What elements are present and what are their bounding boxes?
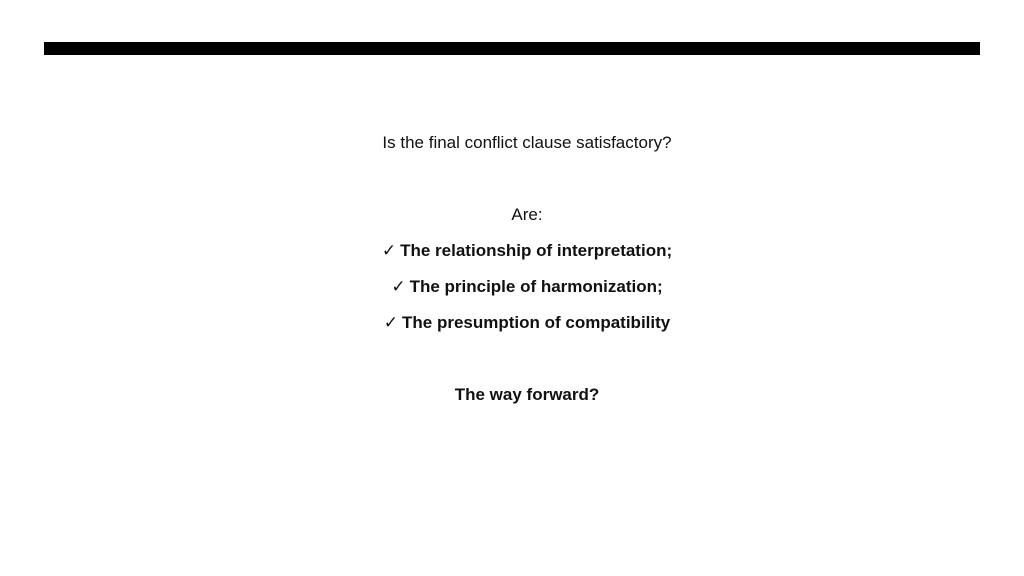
- check-mark-icon: ✓: [391, 277, 406, 296]
- checklist-item: [0, 312, 1024, 334]
- top-divider-bar: [44, 42, 980, 55]
- checklist-item-text: The presumption of compatibility: [402, 313, 671, 332]
- checklist-item: [0, 276, 1024, 298]
- closing-question: The way forward?: [454, 385, 600, 404]
- are-label: Are:: [511, 205, 543, 224]
- question-text: Is the final conflict clause satisfactory?: [382, 133, 672, 152]
- checklist-item-text: The relationship of interpretation;: [400, 241, 673, 260]
- check-mark-icon: ✓: [381, 241, 397, 260]
- checklist-item: [0, 240, 1024, 262]
- checklist-item-text: The principle of harmonization;: [409, 277, 663, 296]
- check-mark-icon: ✓: [383, 313, 398, 332]
